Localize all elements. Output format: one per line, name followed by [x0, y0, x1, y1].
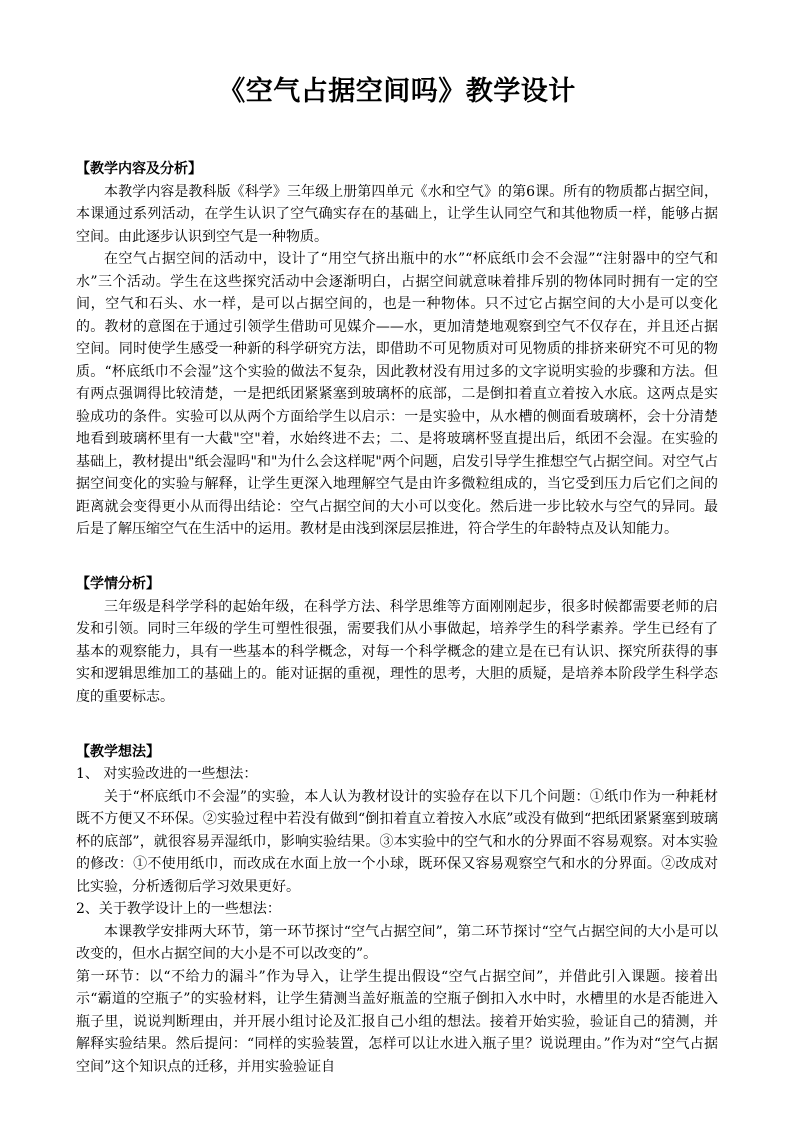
- section-heading: 【学情分析】: [76, 576, 160, 592]
- paragraph: 本课教学安排两大环节，第一环节探讨“空气占据空间”，第二环节探讨“空气占据空间的大小是可以改变的，但水占据空间的大小是不可以改变的”。: [76, 923, 718, 962]
- section-content-analysis: [76, 158, 718, 541]
- blank-line: [76, 708, 718, 731]
- blank-line: [76, 541, 718, 564]
- document-title: 《空气占据空间吗》教学设计: [218, 76, 576, 107]
- section-heading: 【教学内容及分析】: [76, 161, 202, 177]
- paragraph: 第一环节：以“不给力的漏斗”作为导入，让学生提出假设“空气占据空间”，并借此引入课题。接着出示“霸道的空瓶子”的实验材料，让学生猜测当盖好瓶盖的空瓶子倒扣入水中时，水槽里的水是否能进入瓶子里，说说判断理由，并开展小组讨论及汇报自己小组的想法。接着开始实验，验证自己的猜测，并解释实验结果。然后提问：“同样的实验装置，怎样可以让水进入瓶子里？说说理由。”作为对“空气占据空间”这个知识点的迁移，并用实验验证自: [76, 968, 718, 1075]
- paragraph: 本教学内容是教科版《科学》三年级上册第四单元《水和空气》的第6课。所有的物质都占据空间，本课通过系列活动，在学生认识了空气确实存在的基础上，让学生认同空气和其他物质一样，能够占据空间。由此逐步认识到空气是一种物质。: [76, 183, 718, 245]
- section-heading: 【教学想法】: [76, 743, 160, 760]
- paragraph: 关于“杯底纸巾不会湿”的实验，本人认为教材设计的实验存在以下几个问题：①纸巾作为一种耗材既不方便又不环保。②实验过程中若没有做到“倒扣着直立着按入水底”或没有做到“把纸团紧紧塞到玻璃杯的底部”，就很容易弄湿纸巾，影响实验结果。③本实验中的空气和水的分界面不容易观察。对本实验的修改：①不使用纸巾，而改成在水面上放一个小球，既环保又容易观察空气和水的分界面。②改成对比实验，分析透彻后学习效果更好。: [76, 788, 718, 895]
- list-item: 1、 对实验改进的一些想法：: [76, 766, 258, 782]
- list-item: 2、关于教学设计上的一些想法：: [76, 901, 281, 917]
- section-student-analysis: [76, 573, 718, 708]
- document-page: [76, 72, 718, 1078]
- paragraph: 三年级是科学学科的起始年级，在科学方法、科学思维等方面刚刚起步，很多时候都需要老师的启发和引领。同时三年级的学生可塑性很强，需要我们从小事做起，培养学生的科学素养。学生已经有了基本的观察能力，具有一些基本的科学概念，对每一个科学概念的建立是在已有认识、探究所获得的事实和逻辑思维加工的基础上的。能对证据的重视，理性的思考，大胆的质疑，是培养本阶段学生科学态度的重要标志。: [76, 598, 718, 705]
- paragraph: 在空气占据空间的活动中，设计了“用空气挤出瓶中的水”“杯底纸巾会不会湿”“注射器中的空气和水”三个活动。学生在这些探究活动中会逐渐明白，占据空间就意味着排斥别的物体同时拥有一定的空间，空气和石头、水一样，是可以占据空间的，也是一种物体。只不过它占据空间的大小是可以变化的。教材的意图在于通过引领学生借助可见媒介——水，更加清楚地观察到空气不仅存在，并且还占据空间。同时使学生感受一种新的科学研究方法，即借助不可见物质对可见物质的排挤来研究不可见的物质。“杯底纸巾不会湿”这个实验的做法不复杂，因此教材没有用过多的文字说明实验的步骤和方法。但有两点强调得比较清楚，一是把纸团紧紧塞到玻璃杯的底部，二是倒扣着直立着按入水底。这两点是实验成功的条件。实验可以从两个方面给学生以启示：一是实验中，从水槽的侧面看玻璃杯，会十分清楚地看到玻璃杯里有一大截"空"着，水始终进不去；二、是将玻璃杯竖直提出后，纸团不会湿。在实验的基础上，教材提出"纸会湿吗"和"为什么会这样呢"两个问题，启发引导学生推想空气占据空间。对空气占据空间变化的实验与解释，让学生更深入地理解空气是由许多微粒组成的，当它受到压力后它们之间的距离就会变得更小从而得出结论：空气占据空间的大小可以变化。然后进一步比较水与空气的异同。最后是了解压缩空气在生活中的运用。教材是由浅到深层层推进，符合学生的年龄特点及认知能力。: [76, 251, 718, 537]
- section-teaching-ideas: [76, 741, 718, 1079]
